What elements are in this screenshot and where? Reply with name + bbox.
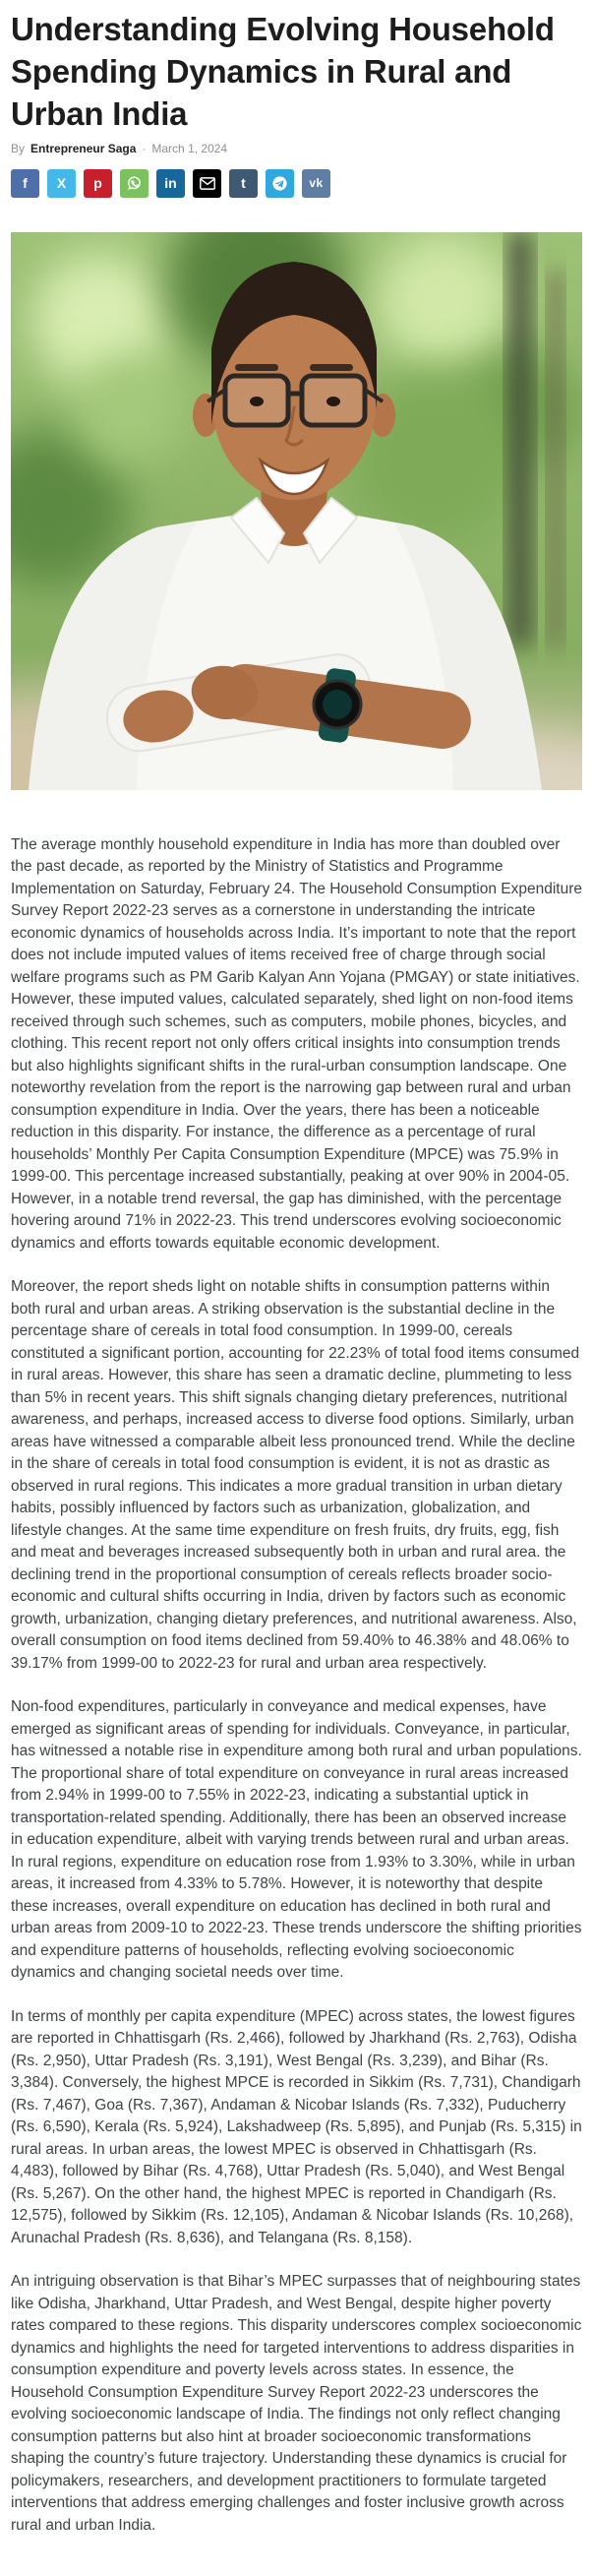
publish-date: March 1, 2024 (151, 141, 228, 155)
share-tumblr-button[interactable] (229, 169, 258, 198)
whatsapp-icon (126, 175, 143, 192)
share-email-button[interactable] (193, 169, 221, 198)
share-facebook-button[interactable] (11, 169, 39, 198)
share-pinterest-button[interactable] (84, 169, 112, 198)
article-body (11, 834, 582, 2538)
pinterest-icon: p (93, 175, 102, 192)
share-button-row (11, 169, 582, 198)
telegram-plane-icon (271, 175, 288, 192)
paragraph-5: An intriguing observation is that Bihar’s MPEC surpasses that of neighbouring states like Odisha, Jharkhand, Uttar Pradesh, and West Bengal, despite higher poverty rates compared to these regions. This disparity underscores complex socioeconomic dynamics and highlights the need for targeted interventions to address disparities in consumption expenditure and poverty levels across states. In essence, the Household Consumption Expenditure Survey Report 2022-23 underscores the evolving socioeconomic landscape of India. The findings not only reflect changing consumption patterns but also hint at broader socioeconomic transformations shaping the country’s future trajectory. Understanding these dynamics is crucial for policymakers, researchers, and development practitioners to formulate targeted interventions that address emerging challenges and foster inclusive growth across rural and urban India. (11, 2273, 582, 2534)
byline (11, 140, 582, 157)
article-featured-image (11, 232, 582, 790)
facebook-icon: f (23, 175, 28, 192)
share-whatsapp-button[interactable] (120, 169, 148, 198)
share-telegram-button[interactable] (266, 169, 294, 198)
page-title: Understanding Evolving Household Spending Dynamics in Rural and Urban India (11, 11, 555, 133)
paragraph-2: Moreover, the report sheds light on notable shifts in consumption patterns within both rural and urban areas. A striking observation is the substantial decline in the percentage share of cereals in total food consumption. In 1999-00, cereals constituted a significant portion, accounting for 22.23% of total food items consumed in rural areas. However, this share has seen a dramatic decline, plummeting to less than 5% in recent years. This shift signals changing dietary preferences, nutritional awareness, and perhaps, increased access to diverse food options. Similarly, urban areas have witnessed a comparable albeit less pronounced trend. While the decline in the share of cereals in total food consumption is evident, it is not as drastic as observed in rural regions. This indicates a more gradual transition in urban dietary habits, possibly influenced by factors such as urbanization, globalization, and lifestyle changes. At the same time expenditure on fresh fruits, dry fruits, egg, fish and meat and beverages increased subsequently both in urban and rural area. the declining trend in the proportional consumption of cereals reflects broader socio-economic and cultural shifts occurring in India, driven by factors such as economic growth, urbanization, changing dietary preferences, and nutritional awareness. Also, overall consumption on food items declined from 59.40% to 46.38% and 48.06% to 39.17% from 1999-00 to 2022-23 for rural and urban area respectively. (11, 1278, 580, 1672)
byline-separator: - (142, 141, 147, 155)
linkedin-icon: in (164, 175, 177, 192)
author-link[interactable]: Entrepreneur Saga (30, 141, 137, 155)
vk-icon: vk (309, 176, 324, 191)
share-linkedin-button[interactable] (156, 169, 185, 198)
share-vk-button[interactable] (302, 169, 330, 198)
email-envelope-icon (200, 177, 215, 190)
paragraph-3: Non-food expenditures, particularly in conveyance and medical expenses, have emerged as significant areas of spending for individuals. Conveyance, in particular, has witnessed a notable rise in expenditure among both rural and urban populations. The proportional share of total expenditure on conveyance in rural areas increased from 2.94% in 1999-00 to 7.55% in 2022-23, indicating a substantial uptick in transportation-related spending. Additionally, there has been an observed increase in education expenditure, albeit with varying trends between rural and urban areas. In rural regions, expenditure on education rose from 1.93% to 3.30%, while in urban areas, it increased from 4.33% to 5.78%. However, it is noteworthy that despite these increases, overall expenditure on education has declined in both rural and urban areas from 2009-10 to 2022-23. These trends underscore the shifting priorities and expenditure patterns of households, reflecting evolving socioeconomic dynamics and changing societal needs over time. (11, 1698, 582, 1982)
byline-by-label: By (11, 141, 26, 155)
x-twitter-icon: X (56, 175, 67, 192)
paragraph-4: In terms of monthly per capita expenditure (MPEC) across states, the lowest figures are reported in Chhattisgarh (Rs. 2,466), followed by Jharkhand (Rs. 2,763), Odisha (Rs. 2,950), Uttar Pradesh (Rs. 3,191), West Bengal (Rs. 3,239), and Bihar (Rs. 3,384). Conversely, the highest MPCE is recorded in Sikkim (Rs. 7,731), Chandigarh (Rs. 7,467), Goa (Rs. 7,367), Andaman & Nicobar Islands (Rs. 7,332), Puducherry (Rs. 6,590), Kerala (Rs. 5,924), Lakshadweep (Rs. 5,895), and Punjab (Rs. 5,315) in rural areas. In urban areas, the lowest MPEC is observed in Chhattisgarh (Rs. 4,483), followed by Bihar (Rs. 4,768), Uttar Pradesh (Rs. 5,040), and West Bengal (Rs. 5,267). On the other hand, the highest MPEC is reported in Chandigarh (Rs. 12,575), followed by Sikkim (Rs. 12,105), Andaman & Nicobar Islands (Rs. 10,268), Arunachal Pradesh (Rs. 8,636), and Telangana (Rs. 8,158). (11, 2007, 582, 2246)
share-x-twitter-button[interactable] (47, 169, 76, 198)
featured-image-illustration (11, 232, 582, 790)
paragraph-1: The average monthly household expenditure in India has more than doubled over the past decade, as reported by the Ministry of Statistics and Programme Implementation on Saturday, February 24. The Household Consumption Expenditure Survey Report 2022-23 serves as a cornerstone in understanding the intricate economic dynamics of households across India. It’s important to note that the report does not include imputed values of items received free of charge through social welfare programs such as PM Garib Kalyan Ann Yojana (PMGAY) or state initiatives. However, these imputed values, calculated separately, shed light on non-food items received through such schemes, such as computers, mobile phones, bicycles, and clothing. This recent report not only offers critical insights into consumption trends but also highlights significant shifts in the rural-urban consumption landscape. One noteworthy revelation from the report is the narrowing gap between rural and urban consumption expenditure in India. Over the years, there has been a noticeable reduction in this disparity. For instance, the difference as a percentage of rural households’ Monthly Per Capita Consumption Expenditure (MPCE) was 75.9% in 1999-00. This percentage increased substantially, peaking at over 90% in 2004-05. However, in a notable trend reversal, the gap has diminished, with the percentage hovering around 71% in 2022-23. This trend underscores evolving socioeconomic dynamics and efforts towards equitable economic development. (11, 835, 583, 1252)
tumblr-icon: t (241, 175, 246, 192)
